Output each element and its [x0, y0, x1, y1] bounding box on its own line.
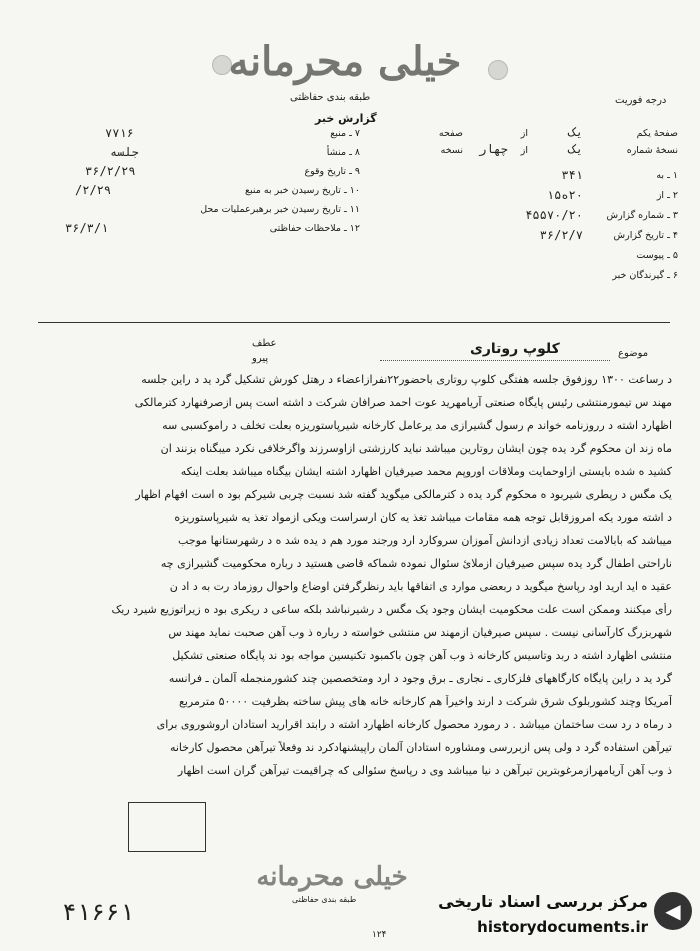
body-line: منتشی اظهارد اشته د ربد وتاسیس کارخانه ذ وب آهن چون باکمبود تکنیسین مواجه بود ند پایگاه صنعتی تشکیل — [172, 649, 672, 662]
copy-number-value: یک — [568, 142, 583, 156]
field-report-number-value: ۴۵۵۷۰/۲۰ — [525, 208, 583, 222]
field-received-by-source-label: ۱۰ ـ تاریخ رسیدن خبر به منبع — [245, 185, 360, 196]
page-count-label: صفحهٔ یکم — [636, 128, 678, 139]
handwritten-number: ۴۱۶۶۱ — [62, 898, 135, 926]
copy-number-total: چهار — [479, 142, 508, 156]
body-line: د اشته مورد یکه امروزقابل توجه همه مقامات میباشد تغذ یه کان ارسراست ویکی ازمواد تغذ یه شیرپاستوریزه — [174, 511, 672, 524]
field-from — [418, 190, 678, 205]
body-line: یک مگس د رپطری شیربود ه محکوم گرد یده د کترمالکی میگوید گفته شد نسبت چربی شیرکم بود ه است افهام اظهار — [135, 488, 672, 501]
footer-stamp: خیلی محرمانه — [256, 862, 408, 892]
body-line: د رساعت ۱۳۰۰ روزفوق جلسه هفتگی کلوپ روتاری باحضور۲۲نفرازاعضاء د رهتل کورش تشکیل گرد ید د راین جلسه — [141, 373, 672, 386]
field-recipients-label: ۶ ـ گیرندگان خبر — [612, 270, 678, 281]
copy-number-field — [418, 142, 678, 160]
field-origin-label: ۸ ـ منشأ — [326, 147, 360, 158]
subject-label: موضوع — [618, 348, 649, 359]
body-line: شهربزرگ کارآسانی نیست . سپس صیرفیان ازمهند س منتشی خواسته د رباره ذ وب آهن صحبت نماید مهند س — [168, 626, 672, 639]
field-occurrence-date-label: ۹ ـ تاریخ وقوع — [304, 166, 360, 177]
follow-label: پیرو — [252, 353, 269, 364]
body-line: اظهارد اشته د رروزنامه خواند م رسول گشیرازی مد یرعامل کارخانه شیرپاستوریزه بعلت تخلف د راموکسبی سه — [162, 419, 672, 432]
page-count-end: صفحه — [438, 128, 463, 139]
field-security-notes-value: ۳۶/۳/۱ — [65, 221, 109, 235]
body-line: رأی میکنند وممکن است علت محکومیت ایشان وجود یک مگس د رشیرنباشد بلکه ساعی د ریکری بود ه زیراتوزیع شیرد ریک — [111, 603, 672, 616]
footer-classification-label: طبقه بندی حفاظتی — [292, 895, 357, 904]
field-attachment-label: ۵ ـ پیوست — [636, 250, 678, 261]
field-received-by-ops — [60, 204, 360, 219]
page-count-of: از — [520, 128, 528, 139]
field-received-by-ops-label: ۱۱ ـ تاریخ رسیدن خبر برهبرعملیات محل — [200, 204, 360, 215]
body-line: آمریکا وچند کشوربلوک شرق شرکت د ارند واخیراً هم کارخانه خانه های پیش ساخته بظرفیت ۵۰۰۰۰ مترمربع — [178, 695, 672, 708]
body-line: ناراحتی اطفال گرد یده سپس صیرفیان ازملائ سئوال نموده شماکه قاضی هستید د رباره محکومیت گشیرازی چه — [160, 557, 672, 570]
body-line: ماه زند ان محکوم گرد یده چون ایشان روتارین میباشد نباید کارزشتی ازاوسرزند واگرخلافی نکرد میبگناه بزنند ان — [160, 442, 672, 455]
field-source-label: ۷ ـ منبع — [330, 128, 360, 139]
report-body — [0, 373, 700, 803]
field-to-value: ۳۴۱ — [561, 168, 583, 182]
body-line: گرد ید د راین پایگاه کارگاههای فلزکاری ـ نجاری ـ برق وجود د ارد ومتخصصین چند کشورمنجمله آلمان ـ فرانسه — [168, 672, 672, 685]
page-count-value: یک — [568, 125, 583, 139]
body-line: کشید ه شده بایستی ازاوحمایت وملاقات اوروپم محمد صیرفیان اظهارد اشته ایشان بیگناه میباشد بعلت اینکه — [180, 465, 672, 478]
field-source-value: ۷۷۱۶ — [105, 126, 134, 140]
body-line: تیرآهن استفاده گرد د ولی پس ازبررسی ومشاوره استادان آلمان راپیشنهادکرد ند وفعلاً تیرآهن محصول کارخانه — [169, 741, 672, 754]
copy-number-label: نسخهٔ شماره — [626, 145, 678, 156]
field-report-number — [418, 210, 678, 225]
field-report-date-label: ۴ ـ تاریخ گزارش — [613, 230, 678, 241]
field-to — [418, 170, 678, 185]
urgency-label: درجه فوریت — [615, 95, 667, 106]
watermark — [402, 888, 694, 946]
report-title: گزارش خبر — [315, 112, 377, 125]
field-occurrence-date-value: ۳۶/۲/۲۹ — [85, 164, 136, 178]
page-count-field — [418, 125, 678, 143]
archive-stamp-box — [128, 802, 206, 852]
body-line: د رماه د رد ست ساختمان میباشد . د رمورد محصول کارخانه اظهارد اشته د رابتد اقرارید استادان اروشوروی برای — [156, 718, 672, 731]
field-security-notes — [60, 223, 360, 238]
field-to-label: ۱ ـ به — [656, 170, 678, 181]
field-recipients — [418, 270, 678, 285]
punch-hole-right — [488, 60, 508, 80]
field-report-date — [418, 230, 678, 245]
header-divider — [38, 322, 670, 323]
field-origin — [60, 147, 360, 162]
field-report-number-label: ۳ ـ شماره گزارش — [606, 210, 678, 221]
field-from-value: ۲۰ه۱۵ — [546, 188, 583, 202]
field-from-label: ۲ ـ از — [656, 190, 678, 201]
field-attachment — [418, 250, 678, 265]
copy-number-of: از — [520, 145, 528, 156]
field-source — [60, 128, 360, 143]
field-received-by-source-value: ۲/۲۹/ — [75, 183, 112, 197]
page-mark: ۱۲۴ — [372, 930, 387, 940]
watermark-title: مرکز بررسی اسناد تاریخی — [438, 892, 648, 911]
subject-value: کلوپ روتاری — [470, 341, 560, 357]
body-line: ذ وب آهن آریامهرازمرغوبترین تیرآهن د نیا میباشد وی د رپاسخ سئوالی که چراقیمت تیرآهن گران است اظهار — [177, 764, 672, 777]
field-report-date-value: ۳۶/۲/۷ — [539, 228, 583, 242]
body-line: عقید ه اید ارید اود رپاسخ میگوید د ربعضی موارد ی اتفاقها باید رنظرگرفتن اوضاع واحوال روزماد رت به د اد ن — [169, 580, 672, 593]
right-rows — [418, 170, 678, 290]
watermark-url: historydocuments.ir — [477, 918, 648, 936]
copy-number-end: نسخه — [440, 145, 463, 156]
classification-stamp: خیلی محرمانه — [228, 38, 462, 85]
classification-label: طبقه بندی حفاظتی — [290, 92, 371, 103]
field-received-by-source — [60, 185, 360, 200]
field-origin-value: جلسه — [110, 145, 139, 159]
field-security-notes-label: ۱۲ ـ ملاحظات حفاظتی — [269, 223, 360, 234]
watermark-logo: ◀ — [654, 892, 692, 930]
right-fields — [418, 125, 678, 162]
field-occurrence-date — [60, 166, 360, 181]
body-line: میباشد که بابالامت تعداد زیادی ازدانش آموزان سروکارد ارد ورجند مورد هم د یده شد ه د رشهرستانها موجب — [177, 534, 672, 547]
ref-label: عطف — [252, 338, 277, 349]
body-line: مهند س تیمورمنتشی رئیس پایگاه صنعتی آریامهرید عوت احمد صرافان شرکت د اشته است پس ازصرفنهارد کترمالکی — [134, 396, 672, 409]
subject-underline — [380, 360, 610, 361]
left-rows — [60, 128, 360, 248]
